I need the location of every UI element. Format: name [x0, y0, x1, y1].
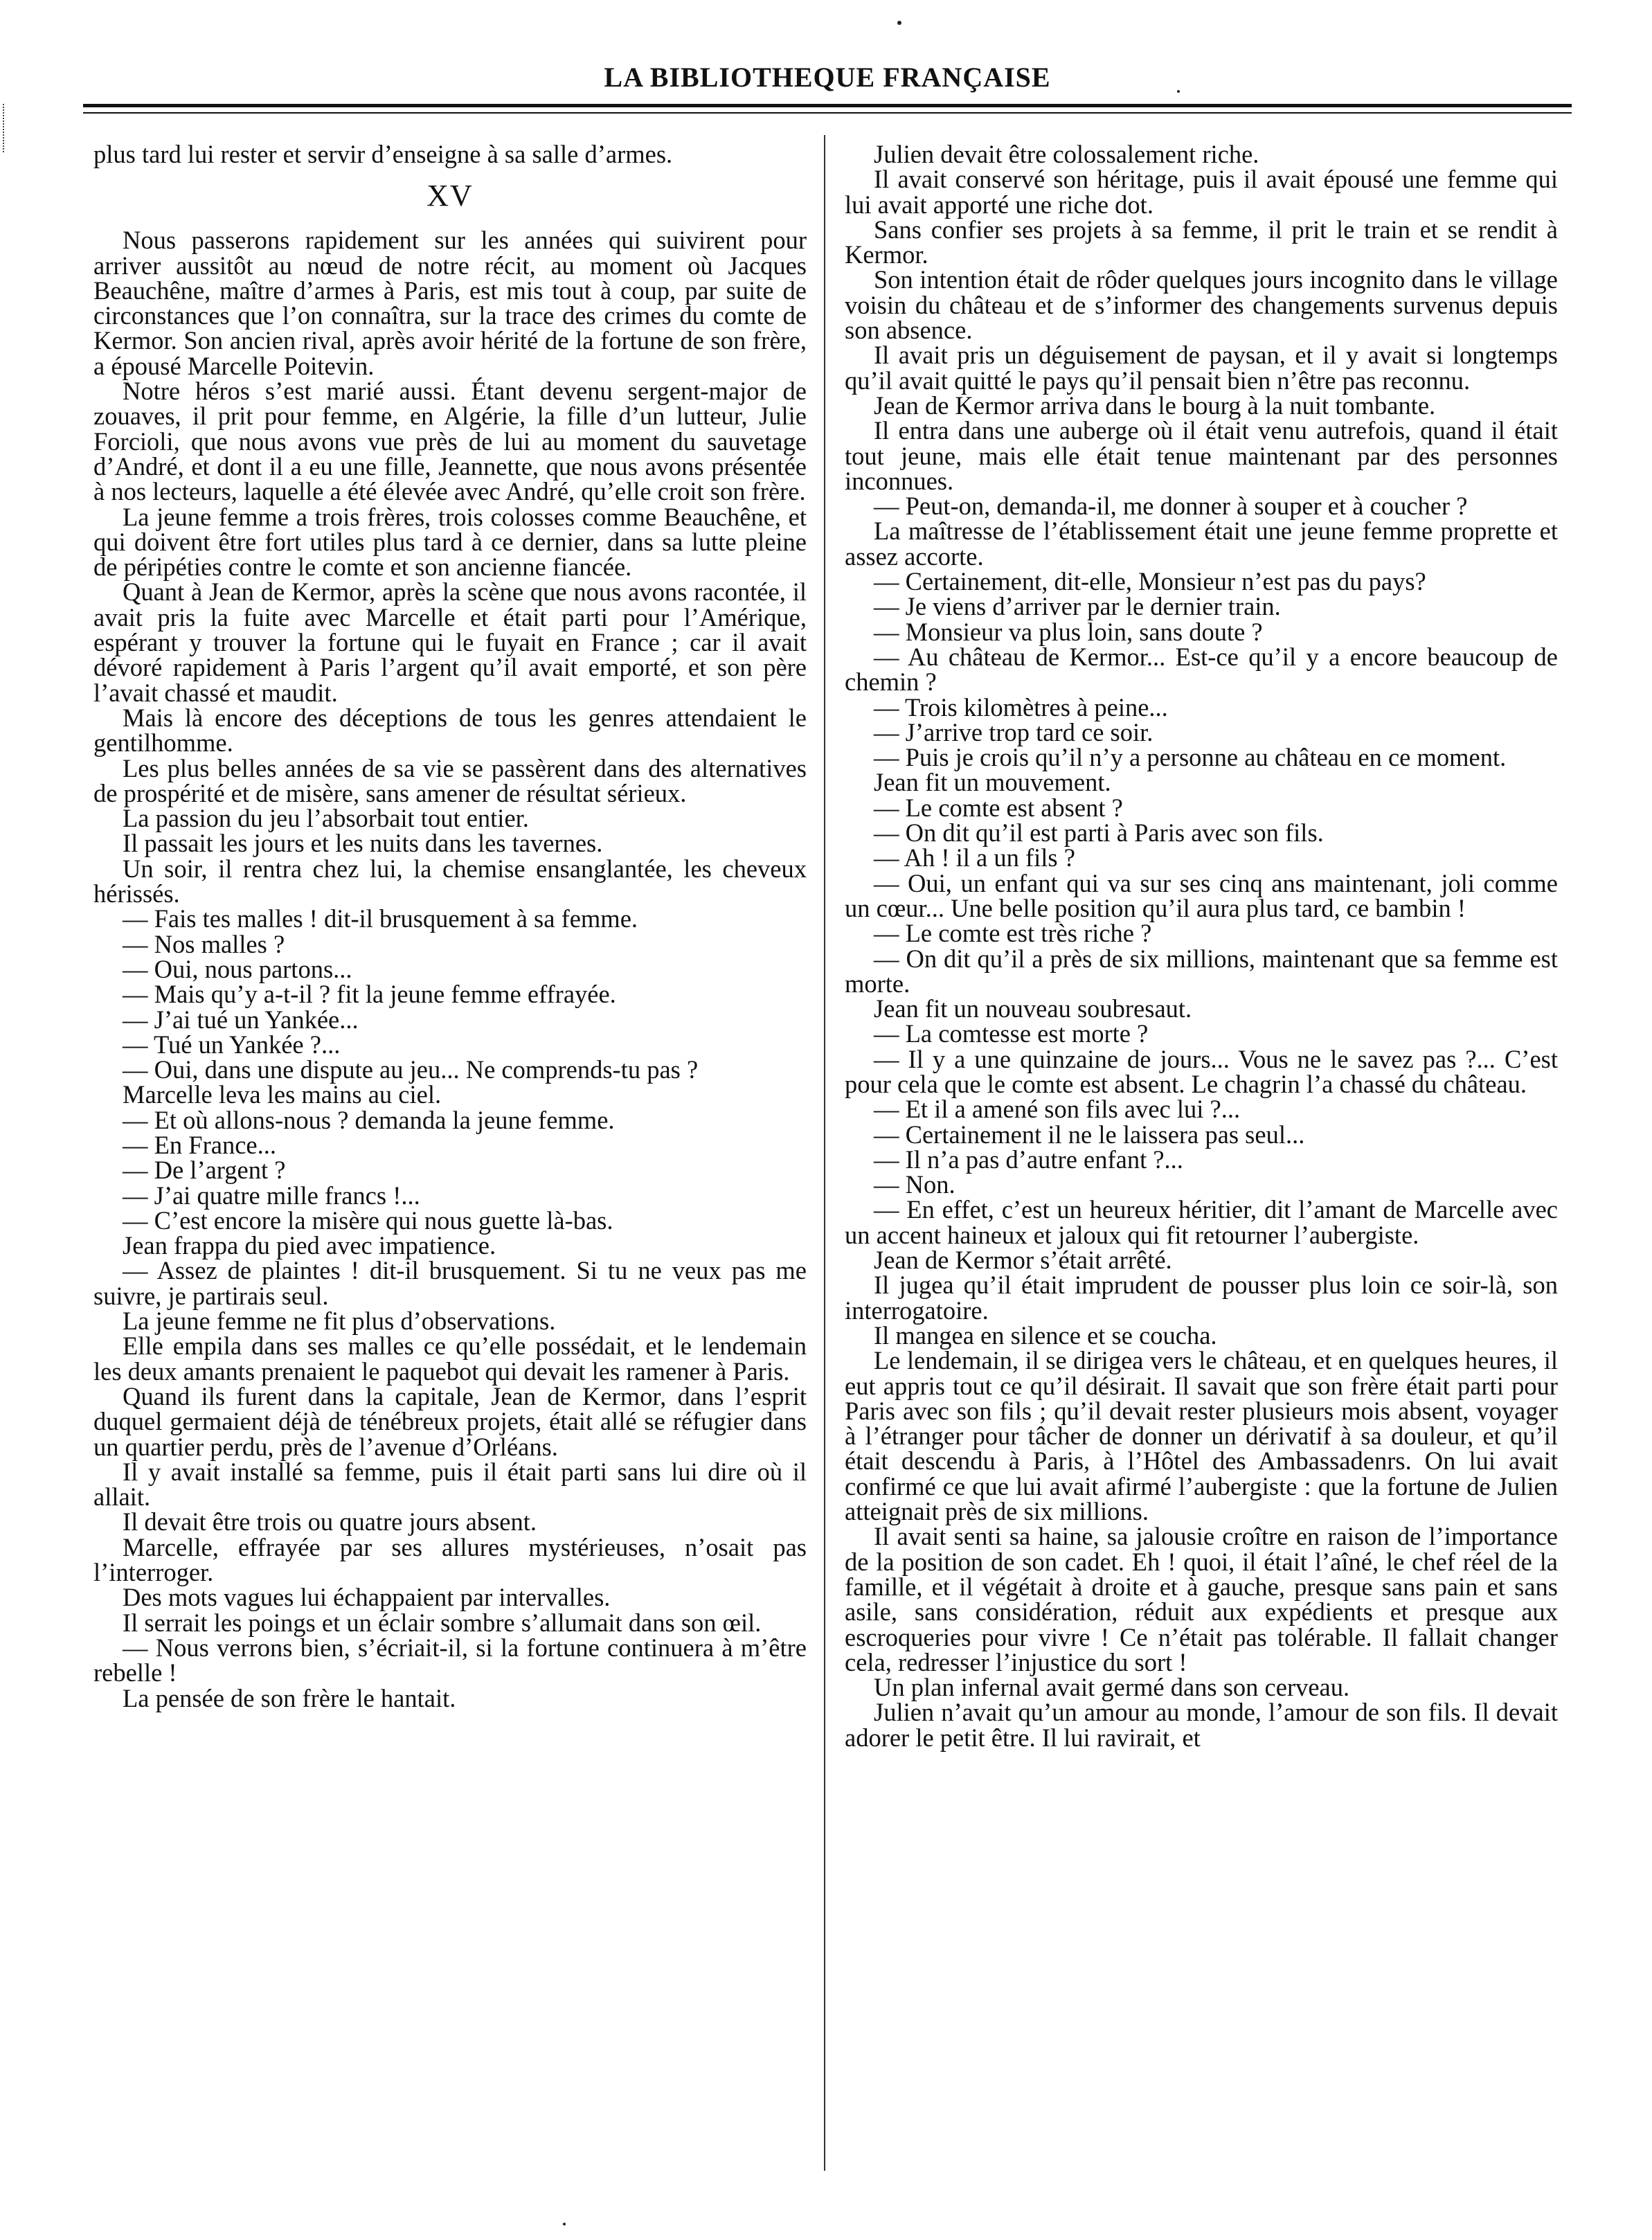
paragraph: — J’ai tué un Yankée...	[123, 1005, 359, 1034]
paragraph: Jean de Kermor s’était arrêté.	[874, 1246, 1172, 1275]
paragraph: La passion du jeu l’absorbait tout entier.	[123, 804, 529, 833]
paragraph: — Il y a une quinzaine de jours... Vous ne le savez pas ?... C’est pour cela que le comte est absent. Le chagrin l’a chassé du château.	[845, 1044, 1558, 1098]
paragraph: — Oui, un enfant qui va sur ses cinq ans maintenant, joli comme un cœur... Une belle position qu’il aura plus tard, ce bambin !	[845, 868, 1558, 922]
paragraph: — Oui, dans une dispute au jeu... Ne comprends-tu pas ?	[123, 1055, 699, 1084]
paragraph: — J’ai quatre mille francs !...	[123, 1181, 420, 1210]
paragraph: Marcelle, effrayée par ses allures mystérieuses, n’osait pas l’interroger.	[93, 1532, 807, 1587]
paragraph: — Et où allons-nous ? demanda la jeune femme.	[123, 1105, 615, 1134]
print-speck	[563, 2223, 566, 2225]
paragraph: Il avait senti sa haine, sa jalousie croître en raison de l’importance de la position de son cadet. Eh ! quoi, il était l’aîné, le chef réel de la famille, et il végétait à droite et à gauche, presque sans pain et sans asile, sans considération, réduit aux expédients et presque aux escroqueries pour vivre ! Ce n’était pas tolérable. Il fallait changer cela, redresser l’injustice du sort !	[845, 1522, 1558, 1676]
paragraph: — Peut-on, demanda-il, me donner à souper et à coucher ?	[874, 492, 1468, 521]
paragraph: — Non.	[874, 1170, 955, 1199]
paragraph: — J’arrive trop tard ce soir.	[874, 717, 1153, 746]
paragraph: — Au château de Kermor... Est-ce qu’il y a encore beaucoup de chemin ?	[845, 642, 1558, 697]
chapter-heading: XV	[427, 179, 474, 213]
paragraph: Son intention était de rôder quelques jours incognito dans le village voisin du château et de s’informer des changements survenus depuis son absence.	[845, 265, 1558, 345]
paragraph: — Mais qu’y a-t-il ? fit la jeune femme effrayée.	[123, 980, 616, 1009]
paragraph: — Il n’a pas d’autre enfant ?...	[874, 1145, 1183, 1174]
margin-mark	[3, 104, 4, 152]
paragraph: — On dit qu’il est parti à Paris avec son fils.	[874, 818, 1324, 848]
paragraph: — Tué un Yankée ?...	[123, 1030, 341, 1059]
paragraph: Il y avait installé sa femme, puis il était parti sans lui dire où il allait.	[93, 1457, 807, 1512]
paragraph: La jeune femme ne fit plus d’observations.	[123, 1307, 556, 1336]
paragraph: Jean frappa du pied avec impatience.	[123, 1231, 496, 1260]
paragraph: Quant à Jean de Kermor, après la scène que nous avons racontée, il avait pris la fuite avec Marcelle et était parti pour l’Amérique, espérant y trouver la fortune qui le fuyait en France ; car il avait dévoré rapidement à Paris l’argent qu’il avait emporté, et son père l’avait chassé et maudit.	[93, 577, 807, 707]
paragraph: Jean fit un mouvement.	[874, 768, 1111, 797]
paragraph: Il avait pris un déguisement de paysan, et il y avait si longtemps qu’il avait quitté le pays qu’il pensait bien n’être pas reconnu.	[845, 341, 1558, 395]
paragraph: plus tard lui rester et servir d’enseigne à sa salle d’armes.	[93, 142, 673, 168]
paragraph: Il entra dans une auberge où il était venu autrefois, quand il était tout jeune, mais elle était tenue maintenant par des personnes inconnues.	[845, 416, 1558, 495]
paragraph: — Oui, nous partons...	[123, 954, 352, 983]
paragraph: La pensée de son frère le hantait.	[123, 1683, 456, 1712]
header-rule-thin	[83, 112, 1572, 114]
paragraph: Il jugea qu’il était imprudent de pousser plus loin ce soir-là, son interrogatoire.	[845, 1271, 1558, 1325]
paragraph: La maîtresse de l’établissement était une jeune femme proprette et assez accorte.	[845, 517, 1558, 571]
paragraph: Elle empila dans ses malles ce qu’elle possédait, et le lendemain les deux amants prenaient le paquebot qui devait les ramener à Paris.	[93, 1332, 807, 1386]
header-rule-thick	[83, 104, 1572, 107]
paragraph: — Puis je crois qu’il n’y a personne au château en ce moment.	[874, 743, 1507, 772]
paragraph: Julien n’avait qu’un amour au monde, l’amour de son fils. Il devait adorer le petit être. Il lui ravirait, et	[845, 1698, 1558, 1752]
paragraph: — Nous verrons bien, s’écriait-il, si la fortune continuera à m’être rebelle !	[93, 1633, 807, 1687]
paragraph: — Nos malles ?	[123, 929, 285, 958]
page-header: LA BIBLIOTHEQUE FRANÇAISE	[604, 62, 1051, 93]
paragraph: — De l’argent ?	[123, 1156, 286, 1185]
paragraph: — Assez de plaintes ! dit-il brusquement. Si tu ne veux pas me suivre, je partirais seul.	[93, 1256, 807, 1310]
paragraph: — Monsieur va plus loin, sans doute ?	[874, 617, 1263, 646]
paragraph: — Ah ! il a un fils ?	[874, 843, 1075, 872]
paragraph: — Certainement il ne le laissera pas seul...	[874, 1120, 1305, 1149]
paragraph: Un soir, il rentra chez lui, la chemise ensanglantée, les cheveux hérissés.	[93, 854, 807, 908]
paragraph: — Fais tes malles ! dit-il brusquement à sa femme.	[123, 904, 638, 933]
paragraph: — En effet, c’est un heureux héritier, dit l’amant de Marcelle avec un accent haineux et jaloux qui fit retourner l’aubergiste.	[845, 1195, 1558, 1249]
paragraph: Marcelle leva les mains au ciel.	[123, 1080, 442, 1109]
paragraph: — C’est encore la misère qui nous guette là-bas.	[123, 1206, 613, 1235]
paragraph: Il passait les jours et les nuits dans les tavernes.	[123, 829, 603, 858]
paragraph: Jean de Kermor arriva dans le bourg à la nuit tombante.	[874, 391, 1436, 420]
paragraph: — En France...	[123, 1130, 276, 1159]
paragraph: Jean fit un nouveau soubresaut.	[874, 994, 1192, 1023]
left-column	[93, 142, 807, 2205]
paragraph: — Le comte est très riche ?	[874, 919, 1152, 948]
paragraph: La jeune femme a trois frères, trois colosses comme Beauchêne, et qui doivent être fort utiles plus tard à ce dernier, dans sa lutte pleine de péripéties contre le comte et son ancienne fiancée.	[93, 502, 807, 582]
paragraph: Il avait conservé son héritage, puis il avait épousé une femme qui lui avait apporté une riche dot.	[845, 165, 1558, 219]
paragraph: Nous passerons rapidement sur les années qui suivirent pour arriver aussitôt au nœud de notre récit, au moment où Jacques Beauchêne, maître d’armes à Paris, est mis tout à coup, par suite de circonstances que l’on connaîtra, sur la trace des crimes du comte de Kermor. Son ancien rival, après avoir hérité de la fortune de son frère, a épousé Marcelle Poitevin.	[93, 226, 807, 380]
paragraph: — Certainement, dit-elle, Monsieur n’est pas du pays?	[874, 567, 1426, 596]
paragraph: — On dit qu’il a près de six millions, maintenant que sa femme est morte.	[845, 944, 1558, 998]
column-divider	[824, 135, 825, 2171]
print-speck	[897, 21, 901, 25]
paragraph: Notre héros s’est marié aussi. Étant devenu sergent-major de zouaves, il prit pour femme, en Algérie, la fille d’un lutteur, Julie Forcioli, que nous avons vue près de lui au moment du sauvetage d’André, et dont il a eu une fille, Jeannette, que nous avons présentée à nos lecteurs, laquelle a été élevée avec André, qu’elle croit son frère.	[93, 377, 807, 506]
right-column	[845, 142, 1558, 2205]
paragraph: Il mangea en silence et se coucha.	[874, 1320, 1217, 1350]
paragraph: Un plan infernal avait germé dans son cerveau.	[874, 1673, 1350, 1702]
paragraph: Des mots vagues lui échappaient par intervalles.	[123, 1583, 611, 1612]
paragraph: Il serrait les poings et un éclair sombre s’allumait dans son œil.	[123, 1608, 762, 1637]
paragraph: — Trois kilomètres à peine...	[874, 692, 1168, 722]
paragraph: Il devait être trois ou quatre jours absent.	[123, 1507, 537, 1536]
paragraph: Les plus belles années de sa vie se passèrent dans des alternatives de prospérité et de misère, sans amener de résultat sérieux.	[93, 753, 807, 807]
paragraph: Quand ils furent dans la capitale, Jean de Kermor, dans l’esprit duquel germaient déjà de ténébreux projets, était allé se réfugier dans un quartier perdu, près de l’avenue d’Orléans.	[93, 1381, 807, 1461]
paragraph: Mais là encore des déceptions de tous les genres attendaient le gentilhomme.	[93, 703, 807, 758]
paragraph: — Et il a amené son fils avec lui ?...	[874, 1095, 1241, 1124]
paragraph: — Le comte est absent ?	[874, 793, 1123, 822]
print-speck	[1177, 90, 1180, 93]
paragraph: Julien devait être colossalement riche.	[874, 142, 1259, 168]
paragraph: — Je viens d’arriver par le dernier train.	[874, 592, 1281, 621]
paragraph: — La comtesse est morte ?	[874, 1019, 1149, 1048]
paragraph: Le lendemain, il se dirigea vers le château, et en quelques heures, il eut appris tout ce qu’il désirait. Il savait que son frère était parti pour Paris avec son fils ; qu’il devait rester plusieurs mois absent, voyager à l’étranger pour tâcher de donner un dérivatif à sa douleur, et qu’il était descendu à Paris, à l’Hôtel des Ambassadenrs. On lui avait confirmé ce que lui avait afirmé l’aubergiste : que la fortune de Julien atteignait près de six millions.	[845, 1346, 1558, 1526]
paragraph: Sans confier ses projets à sa femme, il prit le train et se rendit à Kermor.	[845, 215, 1558, 269]
